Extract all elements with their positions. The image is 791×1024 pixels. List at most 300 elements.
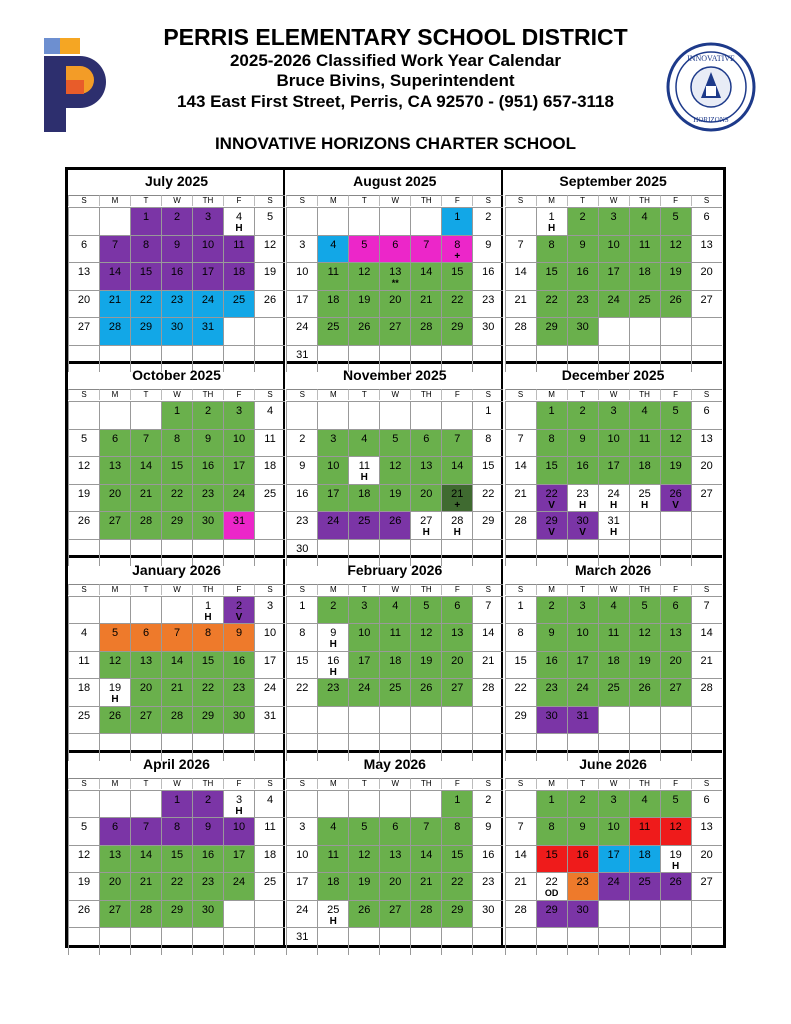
weekday-header: S bbox=[286, 584, 317, 595]
day-cell bbox=[192, 484, 223, 512]
month-december-2025 bbox=[505, 364, 722, 558]
day-number: 30 bbox=[576, 321, 589, 333]
day-number: 13 bbox=[389, 848, 402, 861]
seal-text-top: INNOVATIVE bbox=[687, 54, 735, 63]
month-april-2026 bbox=[68, 753, 285, 947]
weekday-header: M bbox=[99, 389, 130, 400]
day-cell bbox=[536, 872, 567, 900]
day-cell bbox=[505, 207, 536, 235]
seal-text-bottom: HORIZONS bbox=[693, 116, 729, 124]
day-number: 20 bbox=[420, 487, 433, 500]
day-cell bbox=[567, 207, 598, 235]
day-cell bbox=[99, 651, 130, 679]
day-cell bbox=[286, 790, 317, 818]
day-number: 7 bbox=[111, 238, 119, 251]
day-cell bbox=[317, 317, 348, 345]
day-number: 4 bbox=[266, 793, 274, 806]
day-number: 21 bbox=[420, 293, 433, 306]
day-cell bbox=[68, 290, 99, 318]
day-number: 9 bbox=[173, 238, 181, 251]
day-cell bbox=[379, 623, 410, 651]
day-cell bbox=[130, 290, 161, 318]
day-number: 17 bbox=[232, 460, 246, 473]
day-cell bbox=[536, 235, 567, 263]
day-cell bbox=[410, 317, 441, 345]
day-cell bbox=[567, 623, 598, 651]
day-marker: H bbox=[329, 666, 337, 678]
day-cell bbox=[348, 456, 379, 484]
day-number: 14 bbox=[514, 848, 527, 861]
day-number: 19 bbox=[389, 487, 402, 500]
day-cell bbox=[536, 456, 567, 484]
day-number: 13 bbox=[669, 627, 682, 640]
day-number: 28 bbox=[420, 903, 433, 916]
day-number: 7 bbox=[703, 599, 710, 612]
day-number: 27 bbox=[700, 487, 713, 500]
day-marker: H bbox=[422, 527, 430, 539]
day-cell bbox=[317, 401, 348, 429]
day-number: 15 bbox=[201, 654, 215, 667]
day-number: 1 bbox=[485, 405, 492, 418]
day-number: 8 bbox=[142, 238, 150, 251]
day-number: 22 bbox=[482, 487, 495, 500]
day-cell bbox=[68, 317, 99, 345]
day-cell bbox=[161, 817, 192, 845]
day-number: 12 bbox=[420, 627, 433, 640]
day-number: 1 bbox=[454, 211, 461, 223]
month-january-2026 bbox=[68, 559, 285, 753]
superintendent: Bruce Bivins, Superintendent bbox=[276, 71, 515, 90]
day-cell bbox=[505, 317, 536, 345]
day-cell bbox=[379, 845, 410, 873]
day-cell bbox=[130, 706, 161, 734]
day-number: 3 bbox=[361, 599, 368, 612]
day-cell bbox=[379, 484, 410, 512]
day-number: 25 bbox=[389, 682, 402, 695]
day-cell bbox=[348, 872, 379, 900]
day-marker: H bbox=[111, 694, 119, 706]
month-title: October 2025 bbox=[132, 367, 221, 384]
day-cell bbox=[410, 207, 441, 235]
day-cell bbox=[379, 596, 410, 624]
day-cell bbox=[161, 401, 192, 429]
day-cell bbox=[505, 678, 536, 706]
day-cell bbox=[379, 401, 410, 429]
day-cell bbox=[254, 623, 285, 651]
day-cell bbox=[379, 317, 410, 345]
day-number: 27 bbox=[389, 321, 402, 333]
day-cell bbox=[317, 651, 348, 679]
day-number: 3 bbox=[299, 821, 306, 834]
day-cell bbox=[660, 262, 691, 290]
day-number: 7 bbox=[454, 432, 461, 445]
weekday-header: W bbox=[379, 389, 410, 400]
day-cell bbox=[223, 429, 254, 457]
day-number: 11 bbox=[638, 238, 651, 251]
day-number: 10 bbox=[607, 821, 620, 834]
weekday-header: F bbox=[441, 584, 472, 595]
day-cell bbox=[410, 927, 441, 955]
day-cell bbox=[691, 262, 722, 290]
weekday-header: F bbox=[660, 584, 691, 595]
day-cell bbox=[254, 706, 285, 734]
day-cell bbox=[161, 235, 192, 263]
day-cell bbox=[598, 900, 629, 928]
day-number: 28 bbox=[420, 321, 433, 333]
day-cell bbox=[161, 706, 192, 734]
day-number: 11 bbox=[638, 432, 651, 445]
day-cell bbox=[68, 207, 99, 235]
day-number: 30 bbox=[170, 321, 184, 333]
day-number: 13 bbox=[77, 266, 91, 278]
day-cell bbox=[472, 429, 503, 457]
day-number: 28 bbox=[514, 321, 527, 333]
day-number: 17 bbox=[607, 848, 620, 861]
day-cell bbox=[130, 484, 161, 512]
day-number: 31 bbox=[576, 709, 589, 722]
day-cell bbox=[348, 596, 379, 624]
day-cell bbox=[505, 706, 536, 734]
day-cell bbox=[192, 900, 223, 928]
day-cell bbox=[410, 401, 441, 429]
day-number: 10 bbox=[263, 627, 277, 640]
day-number: 31 bbox=[263, 709, 277, 722]
day-number: 28 bbox=[482, 682, 495, 695]
weekday-header: S bbox=[505, 389, 536, 400]
day-number: 24 bbox=[607, 293, 620, 306]
day-cell bbox=[441, 900, 472, 928]
day-number: 1 bbox=[548, 793, 555, 806]
day-number: 8 bbox=[173, 821, 181, 834]
weekday-header: S bbox=[254, 584, 285, 595]
day-cell bbox=[505, 845, 536, 873]
day-number: 26 bbox=[77, 903, 91, 916]
day-cell bbox=[223, 790, 254, 818]
weekday-header: W bbox=[598, 778, 629, 789]
day-cell bbox=[441, 456, 472, 484]
day-number: 31 bbox=[296, 931, 309, 944]
day-number: 20 bbox=[389, 876, 402, 889]
day-cell bbox=[161, 290, 192, 318]
day-cell bbox=[629, 290, 660, 318]
day-number: 25 bbox=[358, 515, 371, 528]
day-number: 19 bbox=[420, 654, 433, 667]
day-cell bbox=[348, 207, 379, 235]
day-cell bbox=[629, 900, 660, 928]
day-number: 14 bbox=[420, 266, 433, 278]
day-cell bbox=[660, 651, 691, 679]
day-number: 9 bbox=[299, 460, 306, 473]
day-number: 28 bbox=[514, 515, 527, 528]
weekday-header: T bbox=[130, 389, 161, 400]
day-number: 21 bbox=[139, 487, 153, 500]
day-number: 11 bbox=[78, 654, 90, 667]
weekday-header: S bbox=[691, 584, 722, 595]
day-number: 2 bbox=[299, 432, 306, 445]
day-number: 7 bbox=[517, 238, 524, 251]
day-number: 6 bbox=[672, 599, 679, 612]
day-number: 14 bbox=[700, 627, 713, 640]
day-cell bbox=[161, 596, 192, 624]
month-march-2026 bbox=[505, 559, 722, 753]
day-cell bbox=[629, 927, 660, 955]
day-number: 12 bbox=[669, 432, 682, 445]
day-cell bbox=[99, 429, 130, 457]
day-cell bbox=[536, 317, 567, 345]
day-cell bbox=[379, 429, 410, 457]
day-number: 25 bbox=[263, 487, 277, 500]
day-cell bbox=[68, 651, 99, 679]
month-title: September 2025 bbox=[559, 173, 667, 189]
day-number: 26 bbox=[358, 321, 371, 333]
weekday-header: TH bbox=[629, 389, 660, 400]
day-number: 16 bbox=[576, 460, 589, 473]
day-number: 3 bbox=[299, 238, 306, 251]
day-cell bbox=[348, 401, 379, 429]
day-number: 21 bbox=[700, 654, 713, 667]
day-cell bbox=[660, 623, 691, 651]
day-cell bbox=[410, 290, 441, 318]
day-cell bbox=[223, 706, 254, 734]
day-number: 23 bbox=[296, 515, 309, 528]
day-number: 26 bbox=[108, 709, 122, 722]
day-number: 20 bbox=[451, 654, 464, 667]
day-number: 4 bbox=[266, 405, 274, 418]
day-number: 25 bbox=[327, 321, 340, 333]
day-number: 16 bbox=[545, 654, 558, 667]
day-cell bbox=[161, 845, 192, 873]
day-cell bbox=[472, 207, 503, 235]
day-number: 6 bbox=[80, 238, 88, 251]
weekday-header: TH bbox=[410, 778, 441, 789]
day-cell bbox=[629, 317, 660, 345]
day-cell bbox=[598, 706, 629, 734]
day-number: 30 bbox=[576, 903, 589, 916]
day-number: 16 bbox=[576, 266, 589, 278]
day-cell bbox=[660, 678, 691, 706]
day-cell bbox=[629, 596, 660, 624]
day-cell bbox=[254, 429, 285, 457]
day-number: 1 bbox=[517, 599, 524, 612]
day-cell bbox=[379, 927, 410, 955]
day-cell bbox=[379, 678, 410, 706]
day-cell bbox=[99, 845, 130, 873]
day-cell bbox=[505, 235, 536, 263]
day-cell bbox=[598, 262, 629, 290]
day-number: 15 bbox=[139, 266, 153, 278]
day-cell bbox=[317, 511, 348, 539]
day-cell bbox=[441, 817, 472, 845]
day-marker: H bbox=[329, 915, 337, 927]
day-number: 24 bbox=[201, 293, 215, 306]
weekday-header: W bbox=[598, 389, 629, 400]
weekday-header: T bbox=[130, 778, 161, 789]
day-number: 6 bbox=[111, 821, 119, 834]
day-cell bbox=[410, 845, 441, 873]
day-cell bbox=[223, 872, 254, 900]
day-cell bbox=[99, 456, 130, 484]
day-cell bbox=[629, 817, 660, 845]
day-number: 21 bbox=[420, 876, 433, 889]
day-cell bbox=[68, 927, 99, 955]
day-cell bbox=[567, 401, 598, 429]
day-cell bbox=[99, 401, 130, 429]
day-number: 19 bbox=[77, 876, 91, 889]
weekday-header: T bbox=[567, 778, 598, 789]
day-number: 29 bbox=[170, 903, 184, 916]
day-cell bbox=[598, 596, 629, 624]
weekday-header: M bbox=[536, 584, 567, 595]
day-cell bbox=[441, 623, 472, 651]
day-cell bbox=[691, 401, 722, 429]
day-cell bbox=[192, 511, 223, 539]
weekday-header: F bbox=[660, 778, 691, 789]
day-cell bbox=[192, 678, 223, 706]
day-cell bbox=[472, 845, 503, 873]
day-cell bbox=[192, 872, 223, 900]
day-cell bbox=[254, 790, 285, 818]
day-number: 5 bbox=[80, 432, 88, 445]
day-cell bbox=[410, 900, 441, 928]
day-number: 6 bbox=[703, 793, 710, 806]
day-number: 10 bbox=[201, 238, 215, 251]
day-cell bbox=[472, 290, 503, 318]
day-cell bbox=[348, 235, 379, 263]
day-cell bbox=[192, 790, 223, 818]
day-cell bbox=[441, 401, 472, 429]
day-number: 28 bbox=[108, 321, 122, 333]
day-cell bbox=[254, 207, 285, 235]
day-number: 5 bbox=[672, 405, 679, 418]
day-number: 21 bbox=[451, 487, 464, 500]
day-cell bbox=[317, 207, 348, 235]
day-number: 15 bbox=[514, 654, 527, 667]
day-cell bbox=[629, 678, 660, 706]
weekday-header: W bbox=[598, 195, 629, 206]
day-number: 4 bbox=[80, 627, 88, 640]
day-number: 24 bbox=[576, 682, 589, 695]
day-marker: H bbox=[671, 860, 680, 872]
day-cell bbox=[598, 484, 629, 512]
day-cell bbox=[660, 596, 691, 624]
day-number: 21 bbox=[170, 682, 184, 695]
weekday-header: W bbox=[161, 584, 192, 595]
day-cell bbox=[536, 262, 567, 290]
day-number: 25 bbox=[607, 682, 620, 695]
day-number: 27 bbox=[108, 515, 122, 528]
day-number: 21 bbox=[514, 487, 527, 500]
weekday-header: W bbox=[161, 195, 192, 206]
day-cell bbox=[286, 706, 317, 734]
day-number: 30 bbox=[201, 515, 215, 528]
day-number: 14 bbox=[420, 848, 433, 861]
day-number: 3 bbox=[266, 599, 274, 612]
day-cell bbox=[691, 317, 722, 345]
day-cell bbox=[410, 651, 441, 679]
month-may-2026 bbox=[286, 753, 503, 947]
day-cell bbox=[317, 817, 348, 845]
day-number: 8 bbox=[454, 821, 461, 834]
day-cell bbox=[598, 623, 629, 651]
weekday-header: S bbox=[286, 389, 317, 400]
day-number: 9 bbox=[548, 627, 555, 640]
day-number: 6 bbox=[392, 821, 399, 834]
day-cell bbox=[379, 790, 410, 818]
day-cell bbox=[68, 262, 99, 290]
day-number: 1 bbox=[548, 211, 555, 223]
day-marker: H bbox=[578, 499, 587, 511]
day-cell bbox=[472, 317, 503, 345]
day-cell bbox=[629, 484, 660, 512]
day-number: 15 bbox=[170, 460, 184, 473]
day-cell bbox=[348, 927, 379, 955]
day-number: 2 bbox=[579, 793, 586, 806]
day-cell bbox=[161, 456, 192, 484]
day-cell bbox=[286, 817, 317, 845]
day-cell bbox=[286, 872, 317, 900]
day-marker: H bbox=[360, 472, 368, 484]
day-cell bbox=[629, 401, 660, 429]
weekday-header: M bbox=[536, 389, 567, 400]
day-cell bbox=[286, 900, 317, 928]
day-cell bbox=[379, 872, 410, 900]
month-title: July 2025 bbox=[144, 173, 209, 189]
day-number: 14 bbox=[514, 266, 527, 278]
day-number: 21 bbox=[482, 654, 495, 667]
day-number: 15 bbox=[296, 654, 309, 667]
day-number: 16 bbox=[576, 848, 589, 861]
day-cell bbox=[161, 927, 192, 955]
day-number: 16 bbox=[482, 848, 495, 861]
day-cell bbox=[254, 596, 285, 624]
day-number: 13 bbox=[451, 627, 464, 640]
day-cell bbox=[254, 900, 285, 928]
district-name: PERRIS ELEMENTARY SCHOOL DISTRICT bbox=[163, 24, 628, 50]
weekday-header: M bbox=[536, 195, 567, 206]
day-cell bbox=[192, 456, 223, 484]
day-number: 20 bbox=[108, 876, 122, 889]
day-number: 14 bbox=[170, 654, 184, 667]
day-cell bbox=[254, 845, 285, 873]
day-marker: H bbox=[547, 223, 556, 234]
day-marker: + bbox=[454, 250, 461, 262]
day-cell bbox=[379, 651, 410, 679]
day-cell bbox=[192, 429, 223, 457]
day-cell bbox=[317, 678, 348, 706]
day-number: 4 bbox=[361, 432, 368, 445]
day-cell bbox=[598, 429, 629, 457]
day-number: 19 bbox=[358, 293, 371, 306]
month-june-2026 bbox=[505, 753, 722, 947]
weekday-header: S bbox=[254, 195, 285, 206]
weekday-header: W bbox=[379, 195, 410, 206]
day-number: 22 bbox=[545, 487, 558, 500]
weekday-header: S bbox=[472, 389, 503, 400]
day-number: 2 bbox=[330, 599, 337, 612]
day-cell bbox=[68, 706, 99, 734]
day-number: 15 bbox=[482, 460, 495, 473]
day-marker: + bbox=[454, 499, 461, 511]
day-number: 30 bbox=[232, 709, 246, 722]
day-cell bbox=[567, 456, 598, 484]
day-cell bbox=[254, 456, 285, 484]
day-cell bbox=[68, 401, 99, 429]
day-number: 2 bbox=[204, 793, 212, 806]
day-number: 16 bbox=[170, 266, 184, 278]
day-cell bbox=[161, 429, 192, 457]
day-number: 5 bbox=[361, 821, 368, 834]
day-cell bbox=[410, 596, 441, 624]
